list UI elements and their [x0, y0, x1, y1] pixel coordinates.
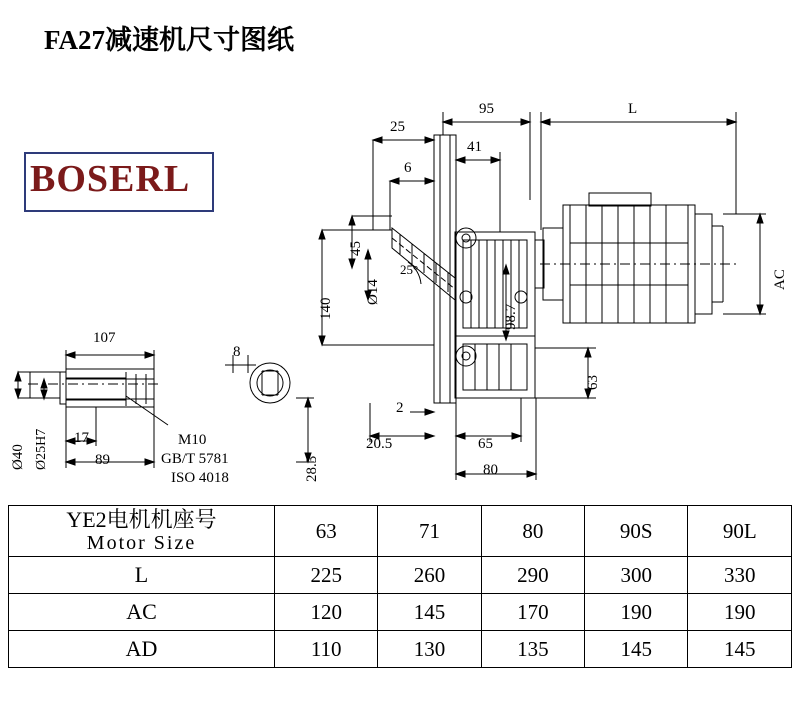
row-label-l: L — [9, 557, 275, 594]
dim-98-7-label: 98.7 — [503, 303, 519, 330]
dim-2-label: 2 — [396, 400, 404, 416]
table-row — [9, 594, 792, 631]
note-iso-label: ISO 4018 — [171, 470, 229, 486]
table-row — [9, 557, 792, 594]
dim-dia14-label: Ø14 — [365, 279, 381, 305]
logo-text: BOSERL — [30, 158, 191, 200]
cell-l-63: 225 — [275, 557, 378, 594]
dim-17-label: 17 — [74, 430, 89, 446]
cell-ad-80: 135 — [481, 631, 584, 668]
note-gbt-label: GB/T 5781 — [161, 451, 229, 467]
dim-89-label: 89 — [95, 452, 110, 468]
dim-95-label: 95 — [479, 101, 494, 117]
dimension-table — [8, 505, 792, 668]
row-label-ac: AC — [9, 594, 275, 631]
cell-l-90s: 300 — [585, 557, 688, 594]
dim-25deg-label: 25° — [400, 262, 419, 277]
header-label-cn: YE2电机机座号 — [66, 507, 217, 532]
dim-63-label: 63 — [585, 375, 601, 390]
cell-ad-90s: 145 — [585, 631, 688, 668]
dim-107-label: 107 — [93, 330, 116, 346]
dim-20-5-label: 20.5 — [366, 436, 393, 452]
dim-8-label: 8 — [233, 344, 241, 360]
cell-ad-90l: 145 — [688, 631, 792, 668]
dim-140-label: 140 — [318, 297, 334, 320]
header-label-en: Motor Size — [86, 532, 197, 555]
table-header-size-71: 71 — [378, 506, 481, 557]
dim-dia40-label: Ø40 — [10, 444, 26, 470]
dim-L-label: L — [628, 101, 638, 117]
page-title: FA27减速机尺寸图纸 — [44, 25, 294, 55]
table-row — [9, 631, 792, 668]
row-label-ad: AD — [9, 631, 275, 668]
dim-6-label: 6 — [404, 160, 412, 176]
cell-ac-63: 120 — [275, 594, 378, 631]
cell-ac-80: 170 — [481, 594, 584, 631]
table-header-size-90s: 90S — [585, 506, 688, 557]
dim-28-3-label: 28.3 — [304, 455, 320, 482]
table-header-motor-size — [9, 506, 275, 557]
table-header-size-63: 63 — [275, 506, 378, 557]
dim-45-label: 45 — [348, 241, 364, 256]
cell-ad-63: 110 — [275, 631, 378, 668]
cell-l-90l: 330 — [688, 557, 792, 594]
cell-l-80: 290 — [481, 557, 584, 594]
dim-25-label: 25 — [390, 119, 405, 135]
dim-80-label: 80 — [483, 462, 498, 478]
dim-dia25h7-label: Ø25H7 — [34, 428, 49, 470]
dim-AC-label: AC — [772, 269, 788, 290]
dim-65-label: 65 — [478, 436, 493, 452]
dim-41-label: 41 — [467, 139, 482, 155]
cell-ad-71: 130 — [378, 631, 481, 668]
cell-ac-90s: 190 — [585, 594, 688, 631]
table-header-size-90l: 90L — [688, 506, 792, 557]
cell-ac-71: 145 — [378, 594, 481, 631]
cell-l-71: 260 — [378, 557, 481, 594]
note-m10-label: M10 — [178, 432, 207, 448]
cell-ac-90l: 190 — [688, 594, 792, 631]
table-header-size-80: 80 — [481, 506, 584, 557]
